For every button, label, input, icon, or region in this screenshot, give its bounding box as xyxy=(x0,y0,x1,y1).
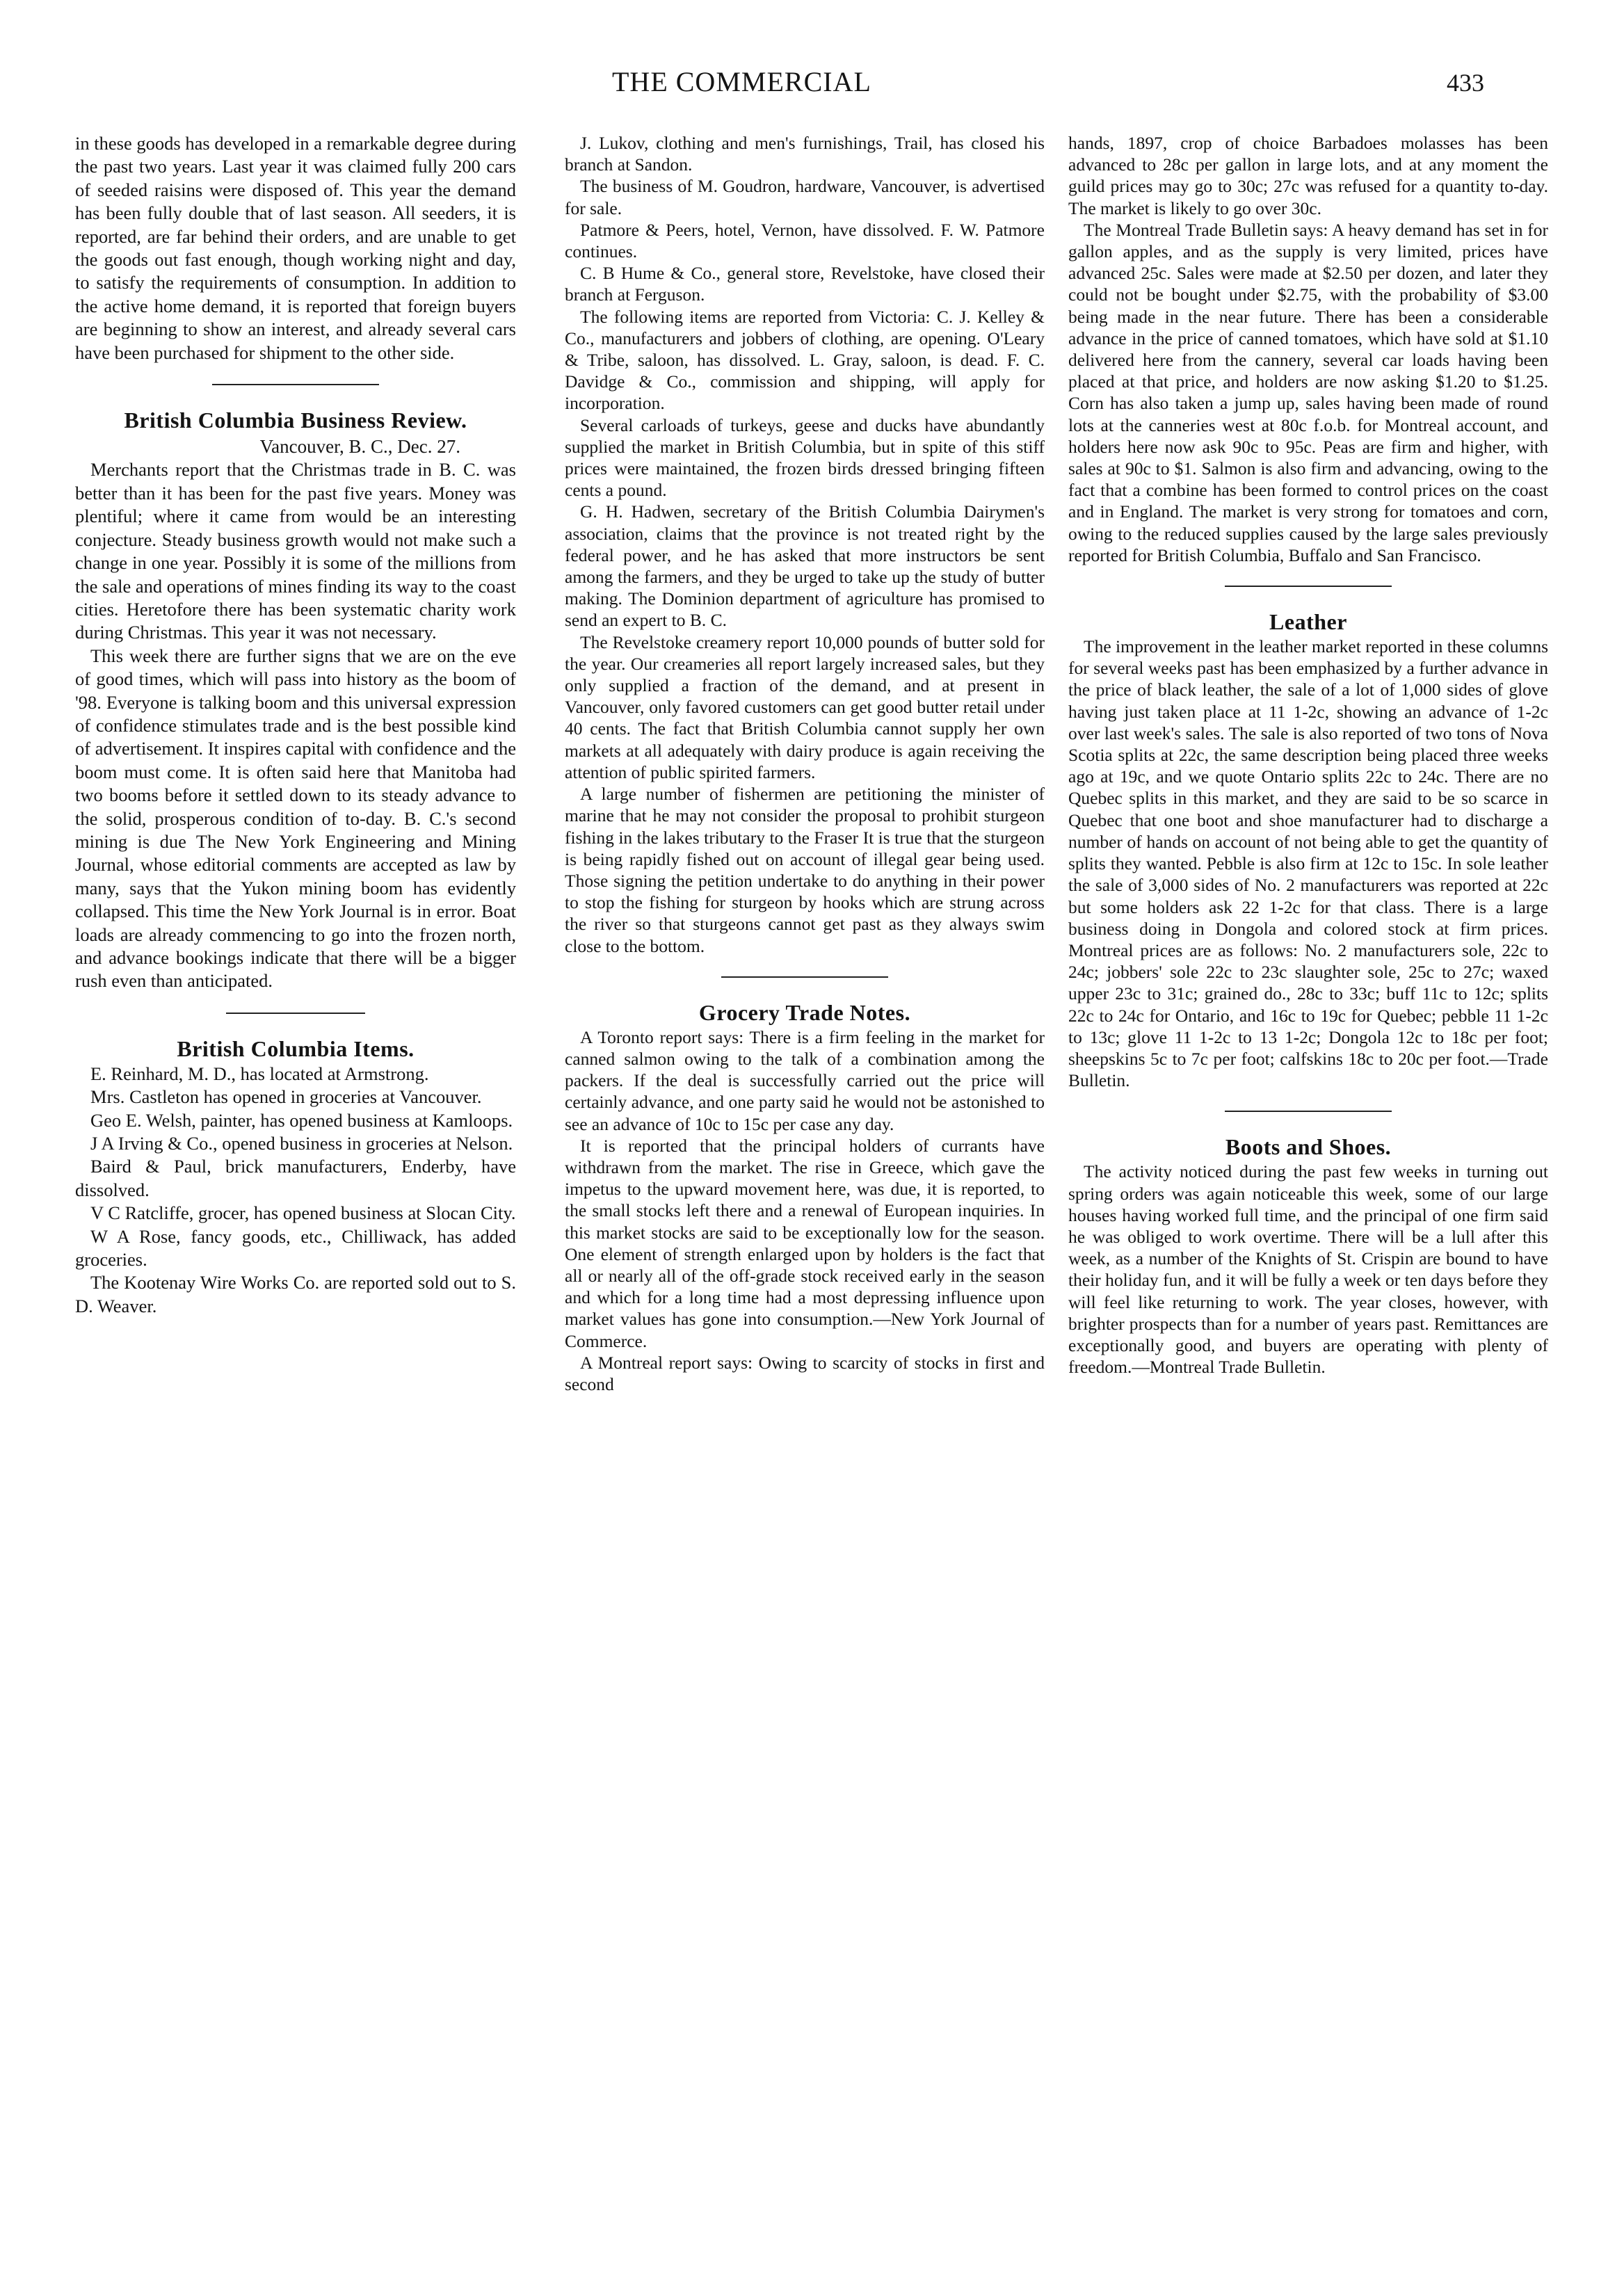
news-item: J. Lukov, clothing and men's furnishings, Trail, has closed his branch at Sandon. xyxy=(565,133,1045,175)
article-paragraph: The activity noticed during the past few weeks in turning out spring orders was again noticeable this week, some of our large houses having worked full time, and the principal of one firm said he was obliged to work overtime. There will be a lull after this week, as a number of the Knights of St. Crispin are bound to have their holiday fun, and it will be fully a week or ten days before they will feel like returning to work. The year closes, however, with brighter prospects than for a number of years past. Remittances are exceptionally good, and buyers are operating with plenty of freedom.—Montreal Trade Bulletin. xyxy=(1068,1161,1548,1378)
news-item: Several carloads of turkeys, geese and ducks have abundantly supplied the market in British Columbia, but in spite of this stiff prices were maintained, the frozen birds dressed bringing fifteen cents a pound. xyxy=(565,414,1045,501)
article-paragraph: A Toronto report says: There is a firm feeling in the market for canned salmon owing to the talk of a combination among the packers. If the deal is successfully carried out the price will certainly advance, and one party said he would not be astonished to see an advance of 10c to 15c per case any day. xyxy=(565,1026,1045,1134)
article-paragraph: A Montreal report says: Owing to scarcity of stocks in first and second xyxy=(565,1352,1045,1394)
column-rule xyxy=(721,976,888,978)
column-1 xyxy=(75,132,516,1318)
article-heading: Leather xyxy=(1269,609,1347,635)
column-2 xyxy=(565,132,1045,1395)
news-item: Patmore & Peers, hotel, Vernon, have dissolved. F. W. Patmore continues. xyxy=(565,219,1045,262)
news-item: The following items are reported from Victoria: C. J. Kelley & Co., manufacturers and jobbers of clothing, are opening. O'Leary & Tribe, saloon, has dissolved. L. Gray, saloon, is dead. F. C. Davidge & Co., commission and shipping, will apply for incorporation. xyxy=(565,306,1045,414)
news-item: The business of M. Goudron, hardware, Vancouver, is advertised for sale. xyxy=(565,176,1045,218)
news-item: J A Irving & Co., opened business in groceries at Nelson. xyxy=(90,1133,513,1154)
news-item: C. B Hume & Co., general store, Revelstoke, have closed their branch at Ferguson. xyxy=(565,263,1045,305)
news-item: W A Rose, fancy goods, etc., Chilliwack, has added groceries. xyxy=(75,1225,516,1271)
page-number: 433 xyxy=(1447,69,1484,97)
news-item: V C Ratcliffe, grocer, has opened business at Slocan City. xyxy=(90,1202,516,1224)
dateline: Vancouver, B. C., Dec. 27. xyxy=(259,436,460,458)
column-rule xyxy=(212,384,379,385)
news-item: The Kootenay Wire Works Co. are reported sold out to S. D. Weaver. xyxy=(75,1272,516,1316)
running-title: THE COMMERCIAL xyxy=(612,66,871,97)
article-paragraph: hands, 1897, crop of choice Barbadoes molasses has been advanced to 28c per gallon in large lots, and at any moment the guild prices may go to 30c; 27c was refused for a quantity to-day. The market is likely to go over 30c. xyxy=(1068,133,1548,218)
article-heading: Grocery Trade Notes. xyxy=(698,999,911,1025)
page-header xyxy=(0,65,1624,107)
article-paragraph: The Montreal Trade Bulletin says: A heavy demand has set in for gallon apples, and as the supply is very limited, prices have advanced 25c. Sales were made at $2.50 per dozen, and later they could not be bought under $2.75, with the probability of $3.00 being made in the near future. There has been a considerable advance in the price of canned tomatoes, which have sold at $1.10 delivered here from the cannery, several car loads having been placed at that price, and holders are now asking $1.20 to $1.25. Corn has also taken a jump up, sales having been made of round lots at the canneries west at 80c f.o.b. for Montreal account, and holders here now ask 90c to 95c. Peas are firm and higher, with sales at 90c to $1. Salmon is also firm and advancing, owing to the fact that a combine has been formed to control prices on the coast and in England. The market is very strong for tomatoes and corn, owing to the reduced supplies caused by the large sales previously reported for British Columbia, Buffalo and San Francisco. xyxy=(1068,219,1548,565)
article-paragraph: The improvement in the leather market reported in these columns for several weeks past has been emphasized by a further advance in the price of black leather, the sale of a lot of 1,000 sides of glove having just taken place at 11 1-2c, showing an advance of 1-2c over last week's sales. The sale is also reported of two tons of Nova Scotia splits at 22c, the same description being placed three weeks ago at 19c, and we quote Ontario splits 22c to 24c. There are no Quebec splits in this market, and they are said to be so scarce in Quebec that one boot and shoe manufacturer had to discharge a number of hands on account of not being able to get the quantity of splits they wanted. Pebble is also firm at 12c to 15c. In sole leather the sale of 3,000 sides of No. 2 manufacturers was reported at 22c but some holders ask 22 1-2c for that class. There is a large business doing in Dongola and colored stock at firm prices. Montreal prices are as follows: No. 2 manufacturers sole, 22c to 24c; jobbers' sole 22c to 23c slaughter sole, 25c to 27c; waxed upper 23c to 31c; grained do., 28c to 33c; buff 11c to 12c; splits 22c to 24c for Ontario, and 16c to 19c for Quebec; pebble 11 1-2c to 13c; glove 11 1-2c to 13 1-2c; Dongola 12c to 18c per foot; sheepskins 5c to 7c per foot; calfskins 18c to 20c per foot.—Trade Bulletin. xyxy=(1068,636,1548,1091)
news-item: The Revelstoke creamery report 10,000 pounds of butter sold for the year. Our creameries all report largely increased sales, but they only supplied a fraction of the demand, and at present in Vancouver, only favored customers can get good butter retail under 40 cents. The fact that British Columbia cannot supply her own markets at all adequately with dairy produce is again receiving the attention of public spirited farmers. xyxy=(565,631,1045,782)
news-item: Geo E. Welsh, painter, has opened business at Kamloops. xyxy=(90,1109,513,1131)
article-heading: British Columbia Business Review. xyxy=(124,408,467,433)
article-heading: Boots and Shoes. xyxy=(1225,1134,1392,1160)
article-paragraph: in these goods has developed in a remarkable degree during the past two years. Last year it was claimed fully 200 cars of seeded raisins were disposed of. This year the demand has been fully double that of last season. All seeders, it is reported, are far behind their orders, and are unable to get the goods out fast enough, though working night and day, to satisfy the requirements of consumption. In addition to the active home demand, it is reported that foreign buyers are beginning to show an interest, and already several cars have been purchased for shipment to the other side. xyxy=(75,133,516,363)
column-rule xyxy=(1225,1111,1392,1112)
article-paragraph: This week there are further signs that we are on the eve of good times, which will pass into history as the boom of '98. Everyone is talking boom and this universal expression of confidence stimulates trade and is the best possible kind of advertisement. It inspires capital with confidence and the boom must come. It is often said here that Manitoba had two booms before it settled down to its steady advance to the solid, prosperous condition of to-day. B. C.'s second mining is due The New York Engineering and Mining Journal, whose editorial comments are accepted as law by many, says that the Yukon mining boom has evidently collapsed. This time the New York Journal is in error. Boat loads are already commencing to go into the frozen north, and advance bookings indicate that there will be a bigger rush even than anticipated. xyxy=(75,645,516,992)
news-item: Mrs. Castleton has opened in groceries at Vancouver. xyxy=(90,1086,482,1108)
column-3 xyxy=(1068,132,1548,1378)
news-item: G. H. Hadwen, secretary of the British Columbia Dairymen's association, claims that the province is not treated right by the federal power, and he has asked that more instructors be sent among the farmers, and they be urged to take up the study of butter making. The Dominion department of agriculture has promised to send an expert to B. C. xyxy=(565,501,1045,631)
column-rule xyxy=(1225,586,1392,587)
news-item: Baird & Paul, brick manufacturers, Enderby, have dissolved. xyxy=(75,1156,516,1200)
news-item: A large number of fishermen are petitioning the minister of marine that he may not consider the proposal to prohibit sturgeon fishing in the lakes tributary to the Fraser It is true that the sturgeon is being rapidly fished out on account of illegal gear being used. Those signing the petition undertake to do anything in their power to stop the fishing for sturgeon by hooks which are strung across the river so that sturgeons cannot get past as they always swim close to the bottom. xyxy=(565,784,1045,956)
article-paragraph: It is reported that the principal holders of currants have withdrawn from the market. The rise in Greece, which gave the impetus to the upward movement here, was due, it is reported, to the small stocks left there and a renewal of European inquiries. In this market stocks are said to be exceptionally low for the season. One element of strength enlarged upon by holders is the fact that all or nearly all of the off-grade stock received early in the season and which for a long time had a most depressing influence upon market values has gone into consumption.—New York Journal of Commerce. xyxy=(565,1135,1045,1351)
article-heading: British Columbia Items. xyxy=(177,1035,415,1061)
column-rule xyxy=(226,1013,365,1014)
news-item: E. Reinhard, M. D., has located at Armstrong. xyxy=(90,1063,429,1084)
article-paragraph: Merchants report that the Christmas trade in B. C. was better than it has been for the past five years. Money was plentiful; where it came from would be an interesting conjecture. Steady business growth would not make such a change in one year. Possibly it is some of the millions from the sale and operations of mines finding its way to the coast cities. Heretofore there has been systematic charity work during Christmas. This year it was not necessary. xyxy=(75,459,516,643)
